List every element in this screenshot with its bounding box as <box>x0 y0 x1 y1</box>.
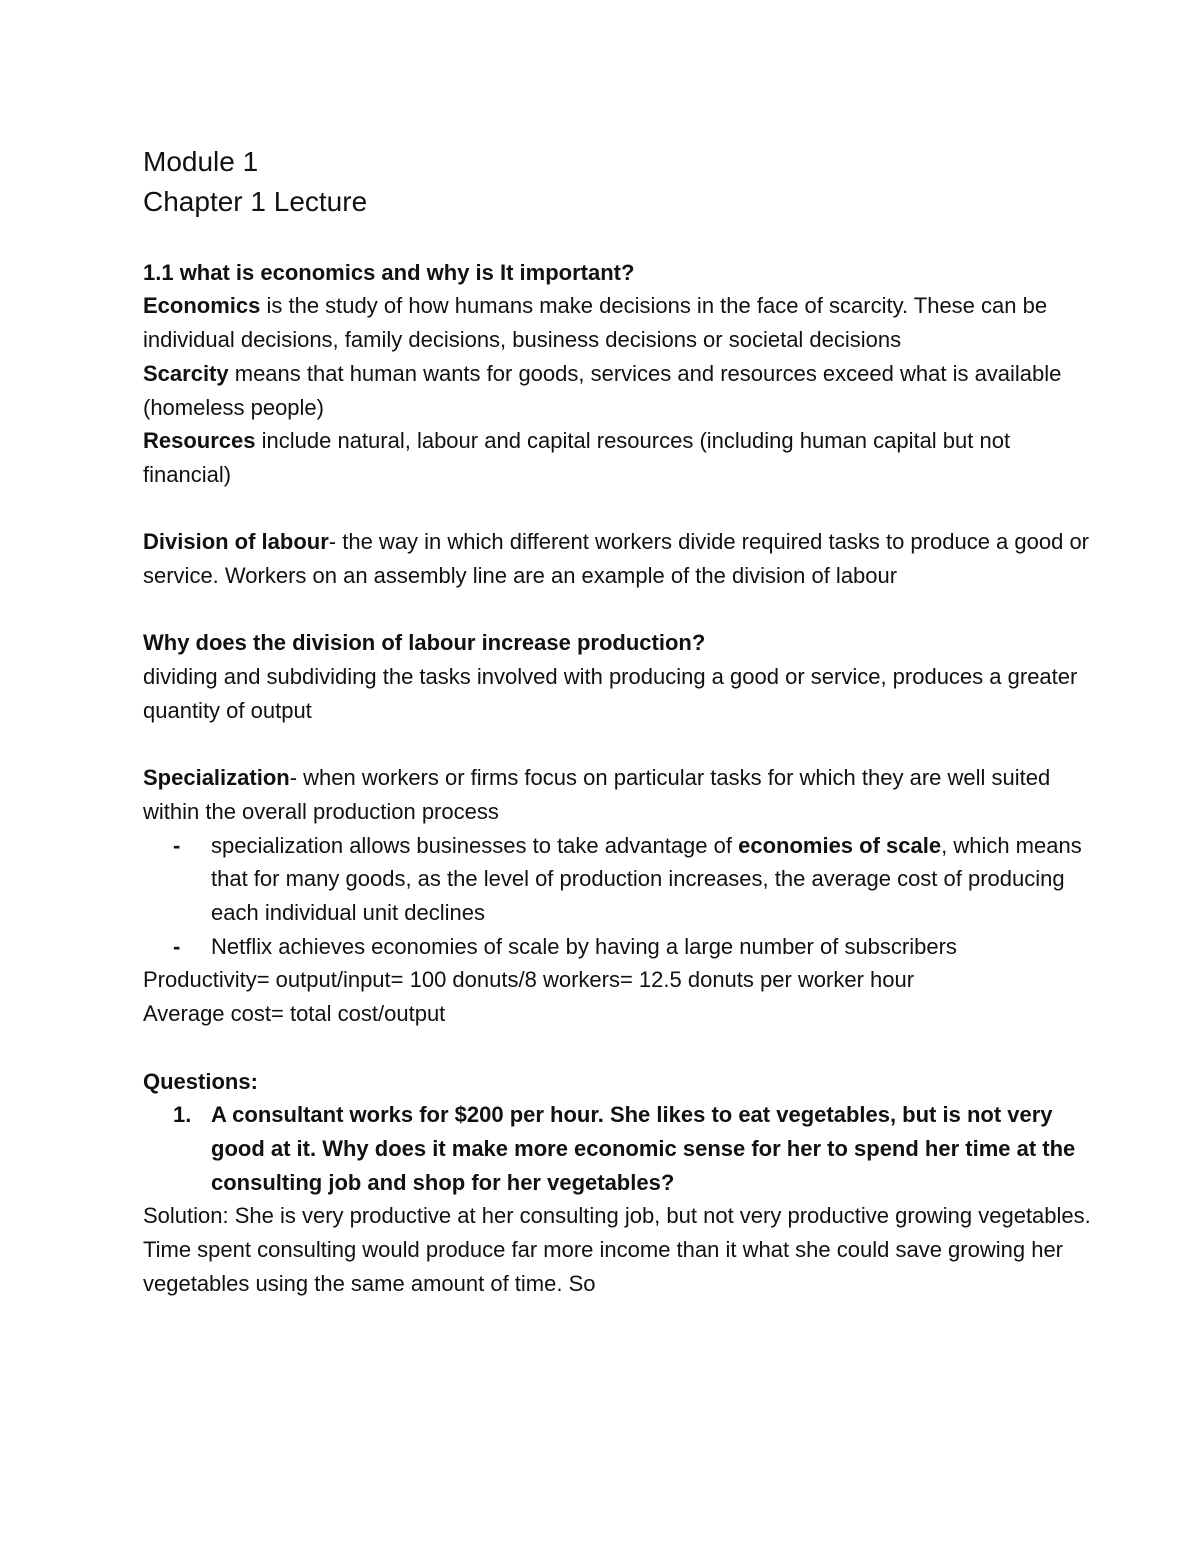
question-number: 1. <box>173 1102 192 1128</box>
term-specialization: Specialization <box>143 765 290 791</box>
bullet-text: specialization allows businesses to take advantage of <box>211 832 739 858</box>
spacer <box>143 1031 1103 1065</box>
section-heading: 1.1 what is economics and why is It important? <box>143 259 635 285</box>
document-page <box>143 142 1103 1300</box>
list-item <box>143 829 1103 930</box>
term-economies-of-scale: economies of scale <box>738 832 942 858</box>
economics-text: is the study of how humans make decisions in the face of scarcity. These can be individual decisions, family decisions, business decisions or societal decisions <box>143 293 1048 353</box>
spacer <box>143 593 1103 627</box>
resources-text: include natural, labour and capital resources (including human capital but not financial) <box>143 428 1011 487</box>
why-division-answer: dividing and subdividing the tasks involved with producing a good or service, produces a greater quantity of output <box>143 664 1078 723</box>
questions-list <box>143 1098 1103 1199</box>
chapter-title: Chapter 1 Lecture <box>143 186 368 217</box>
term-division-of-labour: Division of labour <box>143 529 329 555</box>
term-economics: Economics <box>143 293 261 319</box>
specialization-bullets <box>143 829 1103 964</box>
productivity-formula: Productivity= output/input= 100 donuts/8 workers= 12.5 donuts per worker hour <box>143 967 915 993</box>
spacer <box>143 492 1103 526</box>
question-text: A consultant works for $200 per hour. She likes to eat vegetables, but is not very good at it. Why does it make more economic sense for her to spend her time at the consulting job and shop for her vegetables? <box>211 1102 1076 1195</box>
questions-heading: Questions: <box>143 1068 258 1094</box>
term-scarcity: Scarcity <box>143 360 229 386</box>
solution-text: Solution: She is very productive at her consulting job, but not very productive growing vegetables. Time spent consulting would produce far more income than it what she could save growing her vegetables using the same amount of time. So <box>143 1203 1091 1296</box>
list-item <box>143 930 1103 964</box>
bullet-text: , which means that for many goods, as the level of production increases, the average cost of producing each individual unit declines <box>211 832 1082 925</box>
bullet-text: Netflix achieves economies of scale by having a large number of subscribers <box>211 933 957 959</box>
resources-definition <box>143 424 1103 491</box>
scarcity-text: means that human wants for goods, services and resources exceed what is available (homeless people) <box>143 360 1062 420</box>
division-definition <box>143 525 1103 592</box>
why-division-question: Why does the division of labour increase production? <box>143 630 706 656</box>
scarcity-definition <box>143 357 1103 424</box>
spacer <box>143 222 1103 256</box>
economics-definition <box>143 289 1103 356</box>
division-text: - the way in which different workers divide required tasks to produce a good or service. Workers on an assembly line are an example of the division of labour <box>143 529 1090 588</box>
spacer <box>143 728 1103 762</box>
list-item <box>143 1098 1103 1199</box>
specialization-definition <box>143 761 1103 828</box>
dash-bullet-icon: - <box>173 933 181 959</box>
dash-bullet-icon: - <box>173 832 181 858</box>
average-cost-formula: Average cost= total cost/output <box>143 1001 446 1027</box>
specialization-text: - when workers or firms focus on particular tasks for which they are well suited within the overall production process <box>143 765 1051 824</box>
module-title: Module 1 <box>143 146 259 177</box>
term-resources: Resources <box>143 428 256 454</box>
